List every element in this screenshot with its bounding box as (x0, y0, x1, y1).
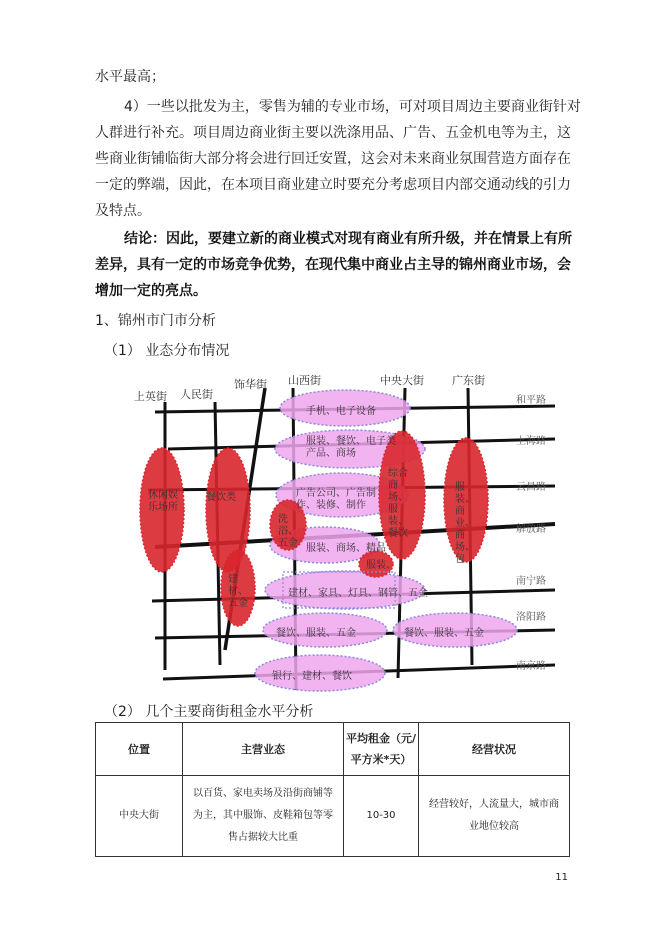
zone-label-v1: 休闲娱乐场所 (148, 490, 178, 513)
zone-label-5: 服装、 (366, 560, 396, 571)
zone-label-3: 广告公司、广告制作、装修、制作 (296, 488, 376, 511)
road-label-6: 洛阳路 (516, 612, 546, 623)
street-label-6: 广东街 (452, 374, 485, 387)
body-line-2: 4）一些以批发为主，零售为辅的专业市场，可对项目周边主要商业街针对 (124, 99, 581, 115)
table-row (96, 776, 570, 857)
zone-label-4: 服装、商场、精品 (306, 543, 386, 554)
zone-label-v3: 综合商场、服装、餐饮 (388, 468, 408, 539)
table-header-row (96, 723, 570, 776)
body-line-6: 及特点。 (95, 203, 151, 219)
road-label-2: 上海路 (516, 436, 546, 447)
zone-label-9: 银行、建材、餐饮 (272, 671, 352, 682)
conclusion-line-2: 差异，具有一定的市场竞争优势，在现代集中商业占主导的锦州商业市场，会 (95, 257, 571, 273)
body-line-1: 水平最高； (95, 69, 165, 85)
street-label-4: 山西街 (288, 374, 321, 387)
road-label-7: 南京路 (516, 661, 546, 672)
zone-label-7: 餐饮、服装、五金 (276, 628, 356, 639)
zone-label-v5: 洗浴、五金 (278, 514, 298, 549)
rent-table (95, 722, 570, 857)
cell-business: 以百货、家电卖场及沿街商铺等为主，其中服饰、皮鞋箱包等零售占据较大比重 (183, 776, 344, 857)
road-label-4: 解放路 (516, 524, 546, 535)
road-label-3: 云昌路 (516, 482, 546, 493)
header-business: 主营业态 (183, 723, 344, 776)
page-number: 11 (555, 872, 568, 883)
street-label-3: 饰华街 (234, 378, 267, 391)
cell-rent: 10-30 (344, 776, 419, 857)
cell-location: 中央大街 (96, 776, 183, 857)
header-location: 位置 (96, 723, 183, 776)
header-rent: 平均租金（元/平方米*天） (344, 723, 419, 776)
road-label-1: 和平路 (516, 395, 546, 406)
road-label-5: 南宁路 (516, 576, 546, 587)
street-label-2: 人民街 (180, 388, 213, 401)
zone-label-v2: 餐饮类 (206, 492, 236, 503)
conclusion-line-3: 增加一定的亮点。 (95, 283, 207, 299)
zone-label-v4: 服装、商业、商场、包 (455, 482, 475, 565)
zone-label-6: 建材、家具、灯具、钢管、五金 (288, 588, 428, 599)
body-line-5: 一定的弊端，因此，在本项目商业建立时要充分考虑项目内部交通动线的引力 (95, 177, 571, 193)
street-label-1: 上英街 (134, 390, 167, 403)
body-line-4: 些商业街铺临街大部分将会进行回迁安置，这会对未来商业氛围营造方面存在 (95, 151, 571, 167)
header-status: 经营状况 (419, 723, 570, 776)
zone-label-8: 餐饮、服装、五金 (404, 628, 484, 639)
conclusion-line-1: 结论：因此，要建立新的商业模式对现有商业有所升级，并在情景上有所 (124, 231, 572, 247)
zone-label-2: 服装、餐饮、电子类产品、商场 (306, 436, 396, 459)
zone-label-1: 手机、电子设备 (306, 406, 376, 417)
subsection-2: （2） 几个主要商街租金水平分析 (104, 704, 314, 720)
street-label-5: 中央大街 (380, 374, 424, 387)
zone-label-v6: 建材、五金 (228, 574, 248, 609)
cell-status: 经营较好，人流量大，城市商业地位较高 (419, 776, 570, 857)
subsection-1: （1） 业态分布情况 (104, 343, 230, 359)
section-heading: 1、锦州市门市分析 (95, 313, 216, 329)
body-line-3: 人群进行补充。项目周边商业街主要以洗涤用品、广告、五金机电等为主，这 (95, 125, 571, 141)
